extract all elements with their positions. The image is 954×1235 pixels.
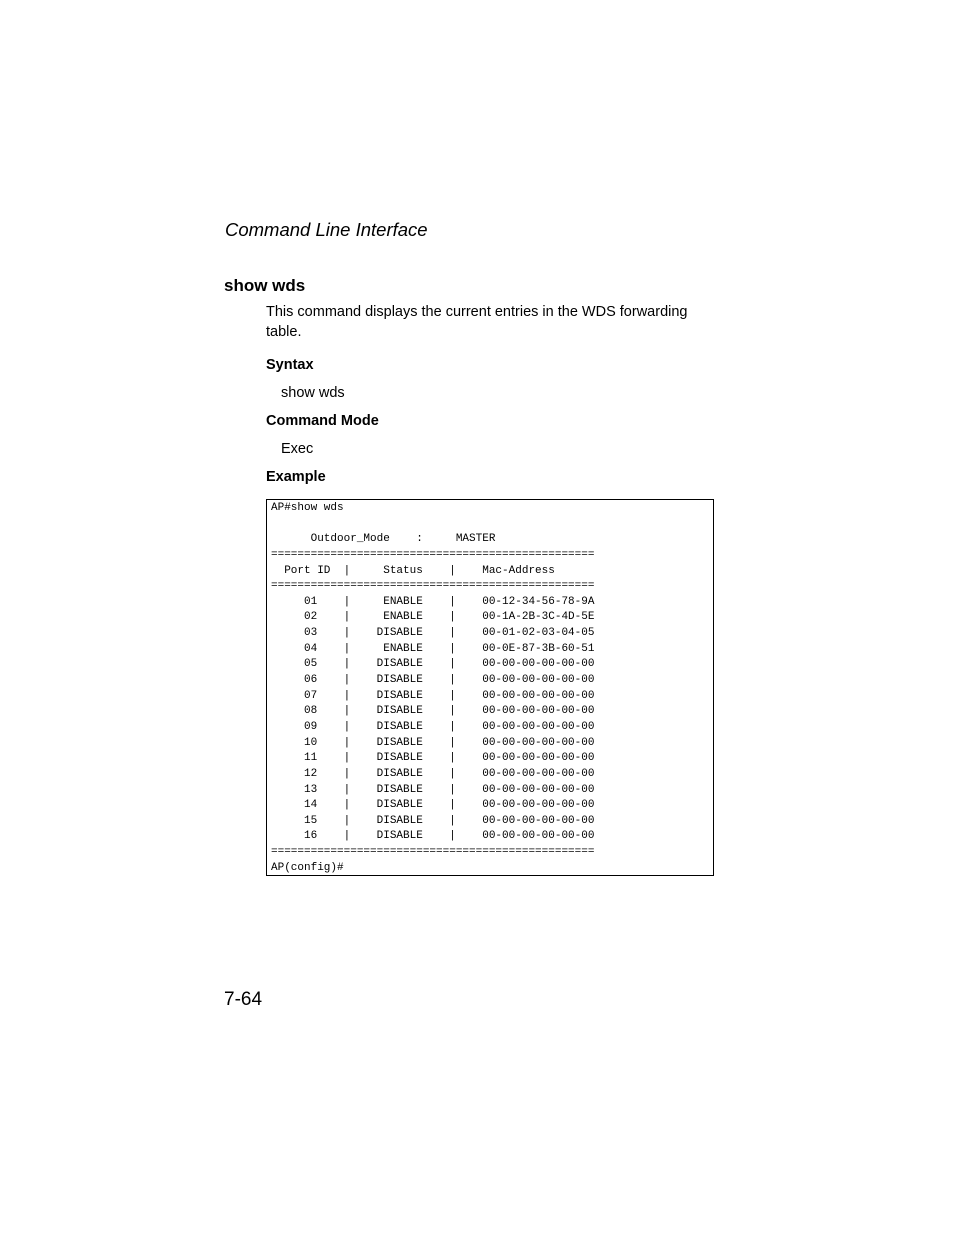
console-line: ================================================= bbox=[271, 548, 595, 561]
console-output bbox=[271, 501, 594, 876]
console-line: 02 | ENABLE | 00-1A-2B-3C-4D-5E bbox=[271, 611, 595, 624]
console-line: 07 | DISABLE | 00-00-00-00-00-00 bbox=[271, 689, 595, 702]
running-header: Command Line Interface bbox=[225, 219, 428, 240]
console-line: 01 | ENABLE | 00-12-34-56-78-9A bbox=[271, 595, 595, 608]
console-line: 06 | DISABLE | 00-00-00-00-00-00 bbox=[271, 674, 595, 687]
console-line bbox=[271, 517, 594, 533]
syntax-text: show wds bbox=[281, 385, 345, 401]
console-line: 08 | DISABLE | 00-00-00-00-00-00 bbox=[271, 705, 595, 718]
command-mode-text: Exec bbox=[281, 441, 314, 457]
console-line: Outdoor_Mode : MASTER bbox=[271, 533, 496, 546]
console-line: 04 | ENABLE | 00-0E-87-3B-60-51 bbox=[271, 642, 595, 655]
console-line: 11 | DISABLE | 00-00-00-00-00-00 bbox=[271, 752, 595, 765]
console-line: AP(config)# bbox=[271, 861, 344, 874]
console-line: 10 | DISABLE | 00-00-00-00-00-00 bbox=[271, 736, 595, 749]
console-line: 05 | DISABLE | 00-00-00-00-00-00 bbox=[271, 658, 595, 671]
syntax-heading: Syntax bbox=[266, 357, 314, 373]
example-console-box bbox=[266, 499, 714, 876]
console-line: ================================================= bbox=[271, 580, 595, 593]
section-title: show wds bbox=[224, 276, 306, 295]
console-line: 09 | DISABLE | 00-00-00-00-00-00 bbox=[271, 720, 595, 733]
console-line: 16 | DISABLE | 00-00-00-00-00-00 bbox=[271, 830, 595, 843]
console-line: AP#show wds bbox=[271, 502, 344, 514]
page-number: 7-64 bbox=[224, 989, 263, 1010]
console-line: 15 | DISABLE | 00-00-00-00-00-00 bbox=[271, 814, 595, 827]
command-description: This command displays the current entries in the WDS forwarding table. bbox=[266, 304, 688, 340]
command-mode-heading: Command Mode bbox=[266, 413, 379, 429]
example-heading: Example bbox=[266, 469, 326, 485]
console-line: 03 | DISABLE | 00-01-02-03-04-05 bbox=[271, 627, 595, 640]
console-line: 12 | DISABLE | 00-00-00-00-00-00 bbox=[271, 767, 595, 780]
console-line: 14 | DISABLE | 00-00-00-00-00-00 bbox=[271, 799, 595, 812]
console-line: ================================================= bbox=[271, 846, 595, 859]
console-line: 13 | DISABLE | 00-00-00-00-00-00 bbox=[271, 783, 595, 796]
console-line: Port ID | Status | Mac-Address bbox=[271, 564, 555, 577]
